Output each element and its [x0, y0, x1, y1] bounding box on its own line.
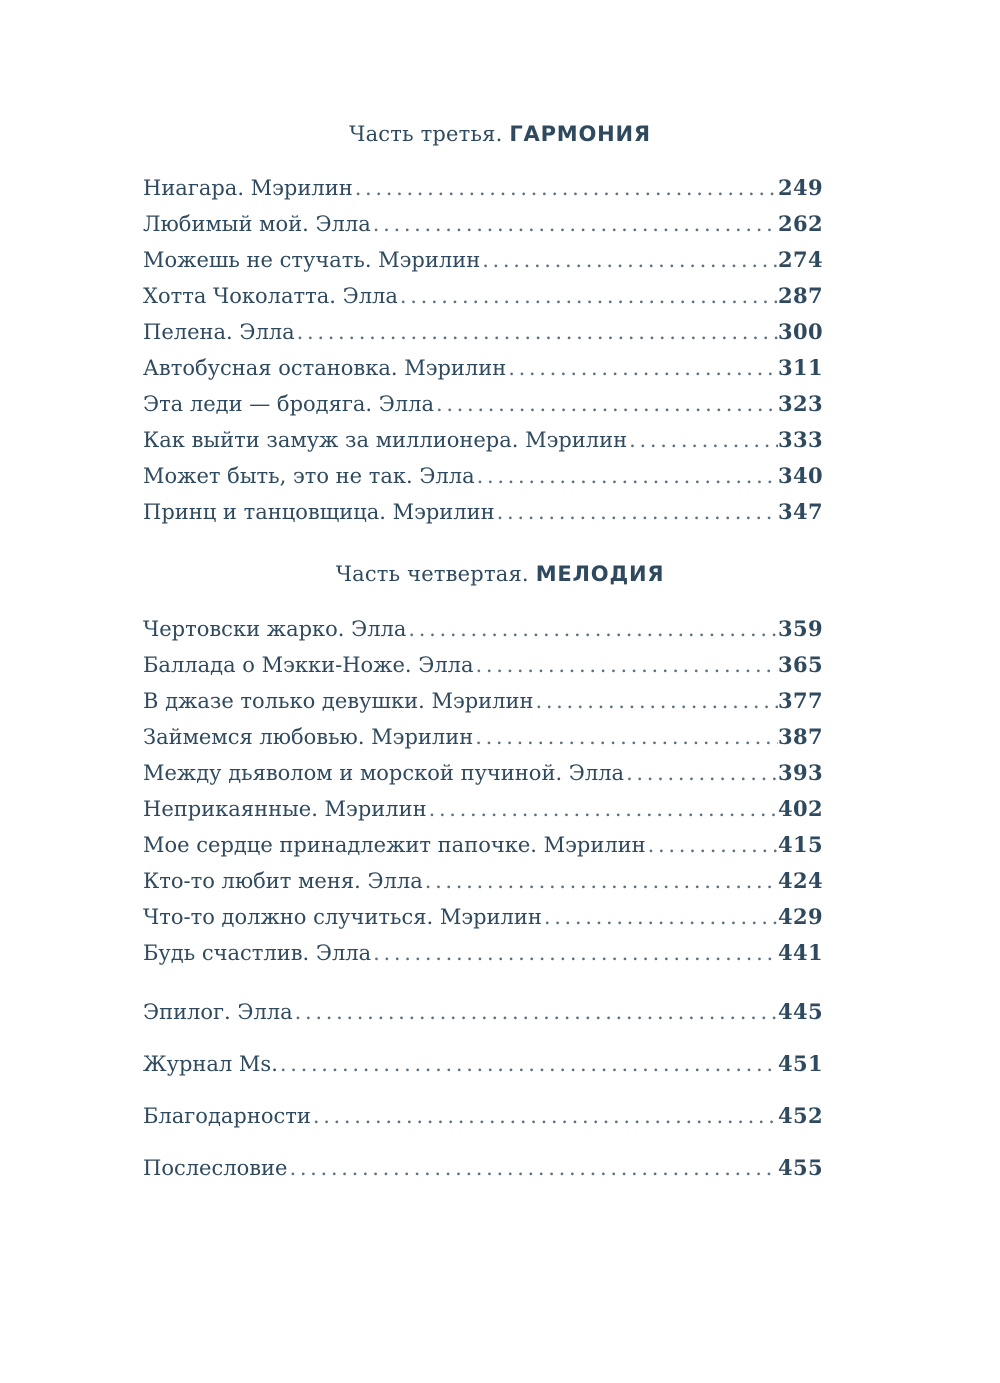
toc-entry[interactable] — [143, 278, 823, 314]
toc-entry[interactable] — [143, 386, 823, 422]
toc-entry[interactable] — [143, 422, 823, 458]
dot-leader — [506, 350, 778, 386]
toc-entry-page: 323 — [777, 391, 823, 416]
back-matter-list — [143, 986, 823, 1194]
toc-entry-title: Благодарности — [143, 1104, 311, 1128]
dot-leader — [646, 827, 778, 863]
toc-entry-page: 415 — [777, 832, 823, 857]
toc-entry-page: 424 — [777, 868, 823, 893]
toc-entry[interactable] — [143, 755, 823, 791]
toc-entry[interactable] — [143, 1038, 823, 1090]
toc-entry-title: Между дьяволом и морской пучиной. Элла — [143, 761, 625, 785]
toc-entry-page: 287 — [777, 283, 823, 308]
toc-entry[interactable] — [143, 899, 823, 935]
toc-entry-title: Кто-то любит меня. Элла — [143, 869, 423, 893]
toc-entry-title: Принц и танцовщица. Мэрилин — [143, 500, 495, 524]
toc-entry-page: 333 — [777, 427, 823, 452]
toc-entry[interactable] — [143, 206, 823, 242]
dot-leader — [542, 899, 778, 935]
dot-leader — [371, 935, 778, 971]
toc-entry-title: Неприкаянные. Мэрилин — [143, 797, 427, 821]
part-four-name: МЕЛОДИЯ — [535, 562, 665, 586]
toc-entry-title: Как выйти замуж за миллионера. Мэрилин — [143, 428, 628, 452]
part-four-prefix: Часть четвертая. — [335, 562, 529, 586]
toc-entry[interactable] — [143, 986, 823, 1038]
toc-entry-title: Послесловие — [143, 1156, 288, 1180]
toc-entry-title: Эта леди — бродяга. Элла — [143, 392, 434, 416]
dot-leader — [434, 386, 778, 422]
dot-leader — [278, 1038, 778, 1090]
toc-entry-title: Автобусная остановка. Мэрилин — [143, 356, 507, 380]
toc-entry-page: 300 — [777, 319, 823, 344]
toc-entry[interactable] — [143, 791, 823, 827]
toc-entry-page: 347 — [777, 499, 823, 524]
toc-entry-page: 340 — [777, 463, 823, 488]
dot-leader — [480, 242, 778, 278]
dot-leader — [475, 458, 778, 494]
toc-entry-page: 387 — [777, 724, 823, 749]
toc-entry[interactable] — [143, 863, 823, 899]
dot-leader — [311, 1090, 778, 1142]
dot-leader — [624, 755, 778, 791]
toc-entry-title: В джазе только девушки. Мэрилин — [143, 689, 534, 713]
toc-entry-title: Может быть, это не так. Элла — [143, 464, 475, 488]
dot-leader — [423, 863, 778, 899]
dot-leader — [293, 986, 778, 1038]
toc-entry-page: 452 — [777, 1103, 823, 1128]
toc-entry[interactable] — [143, 170, 823, 206]
dot-leader — [427, 791, 778, 827]
toc-entry-page: 365 — [777, 652, 823, 677]
toc-entry[interactable] — [143, 935, 823, 971]
toc-entry[interactable] — [143, 314, 823, 350]
toc-entry-title: Ниагара. Мэрилин — [143, 176, 353, 200]
toc-entry[interactable] — [143, 719, 823, 755]
toc-entry-title: Журнал Ms. — [143, 1052, 278, 1076]
part-three-prefix: Часть третья. — [349, 122, 503, 146]
toc-entry-title: Любимый мой. Элла — [143, 212, 371, 236]
toc-entry-page: 262 — [777, 211, 823, 236]
toc-entry-page: 451 — [777, 1051, 823, 1076]
toc-entry[interactable] — [143, 611, 823, 647]
part-four-list — [143, 611, 823, 971]
toc-entry[interactable] — [143, 242, 823, 278]
toc-entry-page: 393 — [777, 760, 823, 785]
toc-entry[interactable] — [143, 647, 823, 683]
toc-entry[interactable] — [143, 350, 823, 386]
dot-leader — [406, 611, 778, 647]
dot-leader — [353, 170, 778, 206]
dot-leader — [287, 1142, 777, 1194]
toc-entry-title: Что-то должно случиться. Мэрилин — [143, 905, 542, 929]
toc-entry-title: Баллада о Мэкки-Ноже. Элла — [143, 653, 474, 677]
toc-entry-title: Чертовски жарко. Элла — [143, 617, 407, 641]
toc-entry-title: Можешь не стучать. Мэрилин — [143, 248, 481, 272]
toc-entry[interactable] — [143, 458, 823, 494]
dot-leader — [533, 683, 777, 719]
part-four-heading — [0, 562, 1000, 586]
toc-entry-page: 274 — [777, 247, 823, 272]
toc-entry-page: 445 — [777, 999, 823, 1024]
dot-leader — [627, 422, 778, 458]
toc-entry-page: 429 — [777, 904, 823, 929]
toc-entry[interactable] — [143, 1090, 823, 1142]
toc-entry[interactable] — [143, 1142, 823, 1194]
part-three-name: ГАРМОНИЯ — [509, 122, 651, 146]
toc-entry-title: Займемся любовью. Мэрилин — [143, 725, 474, 749]
toc-entry-page: 377 — [777, 688, 823, 713]
dot-leader — [371, 206, 778, 242]
toc-entry[interactable] — [143, 827, 823, 863]
toc-entry-title: Эпилог. Элла — [143, 1000, 293, 1024]
toc-entry-title: Пелена. Элла — [143, 320, 295, 344]
toc-entry-page: 441 — [777, 940, 823, 965]
dot-leader — [473, 719, 778, 755]
dot-leader — [295, 314, 778, 350]
toc-entry[interactable] — [143, 494, 823, 530]
toc-entry-page: 311 — [777, 355, 823, 380]
toc-entry-page: 249 — [777, 175, 823, 200]
dot-leader — [474, 647, 778, 683]
toc-entry-title: Хотта Чоколатта. Элла — [143, 284, 398, 308]
part-three-list — [143, 170, 823, 530]
toc-entry-page: 359 — [777, 616, 823, 641]
dot-leader — [398, 278, 778, 314]
toc-entry-page: 455 — [777, 1155, 823, 1180]
toc-entry-title: Будь счастлив. Элла — [143, 941, 372, 965]
toc-entry-title: Мое сердце принадлежит папочке. Мэрилин — [143, 833, 646, 857]
toc-entry[interactable] — [143, 683, 823, 719]
dot-leader — [495, 494, 778, 530]
part-three-heading — [0, 122, 1000, 146]
toc-entry-page: 402 — [777, 796, 823, 821]
